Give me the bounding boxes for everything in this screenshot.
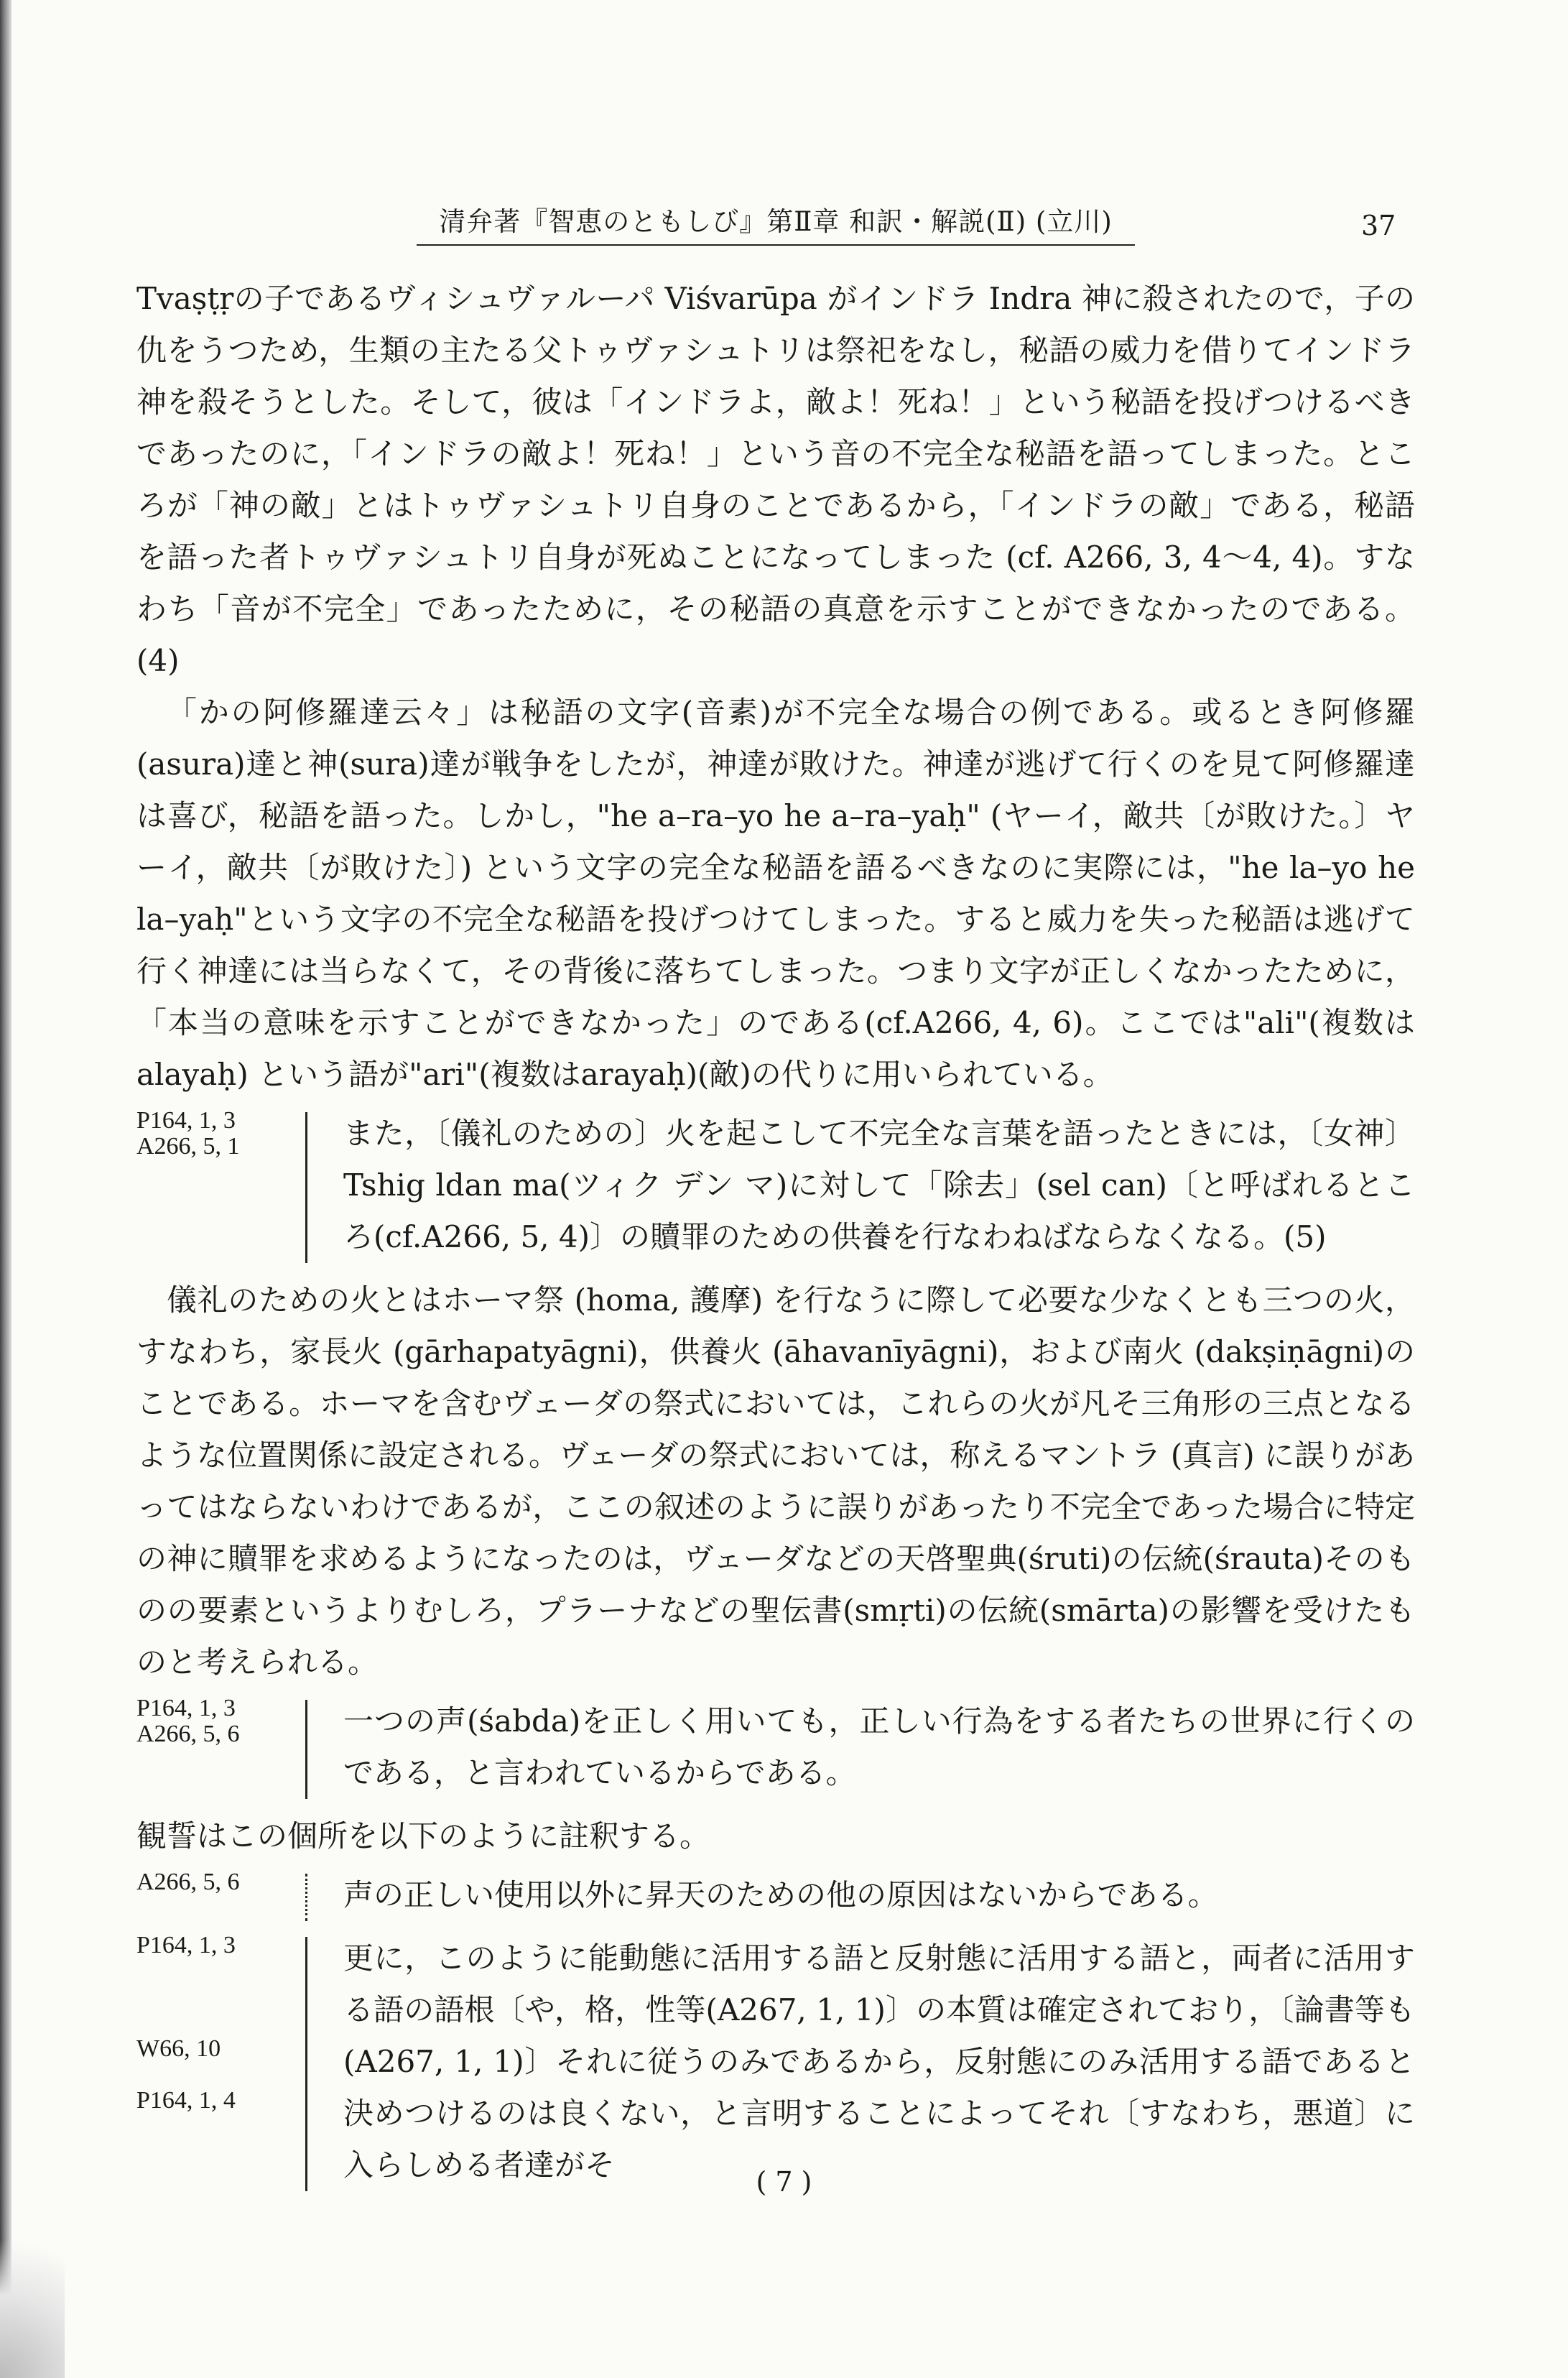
paragraph-4: 観誓はこの個所を以下のように註釈する。 bbox=[136, 1818, 710, 1854]
ref-label: P164, 1, 4 bbox=[136, 2087, 236, 2114]
folio-number: ( 7 ) bbox=[756, 2166, 812, 2198]
quote-3-text: 声の正しい使用以外に昇天のための他の原因はないからである。 bbox=[343, 1877, 1218, 1912]
scan-corner-noise bbox=[0, 2206, 65, 2378]
quote-3-refs bbox=[136, 1869, 305, 1921]
paragraph-2: 「かの阿修羅達云々」は秘語の文字(音素)が不完全な場合の例である。或るとき阿修羅(asura)達と神(sura)達が戦争をしたが，神達が敗けた。神達が逃げて行くのを見て阿修羅達は喜び，秘語を語った。しかし，"he a–ra–yo he a–ra–yaḥ" (ヤーイ，敵共〔が敗けた。〕ヤーイ，敵共〔が敗けた〕) という文字の完全な秘語を語るべきなのに実際には，"he la–yo he la–yaḥ"という文字の不完全な秘語を投げつけてしまった。すると威力を失った秘語は逃げて行く神達には当らなくて，その背後に落ちてしまった。つまり文字が正しくなかったために，「本当の意味を示すことができなかった」のである(cf.A266, 4, 6)。ここでは"ali"(複数はalayaḥ) という語が"ari"(複数はarayaḥ)(敵)の代りに用いられている。 bbox=[136, 695, 1415, 1092]
ref-label: P164, 1, 3 bbox=[136, 1107, 236, 1134]
ref-label: W66, 10 bbox=[136, 2035, 221, 2062]
paragraph-1: Tvaṣṭṛの子であるヴィシュヴァルーパ Viśvarūpa がインドラ Indra 神に殺されたので，子の仇をうつため，生類の主たる父トゥヴァシュトリは祭祀をなし，秘語の威力を借りてインドラ神を殺そうとした。そして，彼は「インドラよ，敵よ！死ね！」という秘語を投げつけるべきであったのに，「インドラの敵よ！死ね！」という音の不完全な秘語を語ってしまった。ところが「神の敵」とはトゥヴァシュトリ自身のことであるから，「インドラの敵」である，秘語を語った者トゥヴァシュトリ自身が死ぬことになってしまった (cf. A266, 3, 4～4, 4)。すなわち「音が不完全」であったために，その秘語の真意を示すことができなかったのである。(4) bbox=[136, 281, 1415, 678]
quote-block-4 bbox=[136, 1933, 1415, 2191]
quote-bar-dotted bbox=[305, 1874, 307, 1921]
quote-2-refs bbox=[136, 1695, 305, 1799]
quote-4-refs bbox=[136, 1933, 305, 2191]
quote-2-text: 一つの声(śabda)を正しく用いても，正しい行為をする者たちの世界に行くのである，と言われているからである。 bbox=[343, 1703, 1415, 1790]
quote-block-2 bbox=[136, 1695, 1415, 1799]
ref-label: A266, 5, 6 bbox=[136, 1721, 240, 1747]
quote-1-refs bbox=[136, 1108, 305, 1263]
ref-label: A266, 5, 1 bbox=[136, 1133, 240, 1160]
running-header: 清弁著『智恵のともしび』第Ⅱ章 和訳・解説(Ⅱ) (立川) bbox=[417, 200, 1135, 246]
paragraph-3: 儀礼のための火とはホーマ祭 (homa, 護摩) を行なうに際して必要な少なくとも三つの火，すなわち，家長火 (gārhapatyāgni)，供養火 (āhavanīyāgni)，および南火 (dakṣiṇāgni)のことである。ホーマを含むヴェーダの祭式においては，これらの火が凡そ三角形の三点となるような位置関係に設定される。ヴェーダの祭式においては，称えるマントラ (真言) に誤りがあってはならないわけであるが，ここの叙述のように誤りがあったり不完全であった場合に特定の神に贖罪を求めるようになったのは，ヴェーダなどの天啓聖典(śruti)の伝統(śrauta)そのものの要素というよりむしろ，プラーナなどの聖伝書(smṛti)の伝統(smārta)の影響を受けたものと考えられる。 bbox=[136, 1282, 1415, 1680]
quote-block-1 bbox=[136, 1108, 1415, 1263]
ref-label: A266, 5, 6 bbox=[136, 1869, 240, 1895]
scan-edge bbox=[0, 0, 11, 2378]
quote-4-text: 更に，このように能動態に活用する語と反射態に活用する語と，両者に活用する語の語根〔や，格，性等(A267, 1, 1)〕の本質は確定されており，〔論書等も(A267, 1, 1)〕それに従うのみであるから，反射態にのみ活用する語であると決めつけるのは良くない，と言明することによってそれ〔すなわち，悪道〕に入らしめる者達がそ bbox=[343, 1940, 1415, 2183]
page-number: 37 bbox=[1361, 210, 1396, 241]
quote-bar bbox=[305, 1112, 307, 1263]
quote-1-text: また，〔儀礼のための〕火を起こして不完全な言葉を語ったときには，〔女神〕Tshig ldan ma(ツィク デン マ)に対して「除去」(sel can)〔と呼ばれるところ(cf.A266, 5, 4)〕の贖罪のための供養を行なわねばならなくなる。(5) bbox=[343, 1116, 1415, 1254]
quote-block-3 bbox=[136, 1869, 1415, 1921]
ref-label: P164, 1, 3 bbox=[136, 1932, 236, 1958]
main-text bbox=[136, 273, 1415, 2203]
ref-label: P164, 1, 3 bbox=[136, 1695, 236, 1721]
quote-bar bbox=[305, 1937, 307, 2191]
quote-bar bbox=[305, 1700, 307, 1799]
